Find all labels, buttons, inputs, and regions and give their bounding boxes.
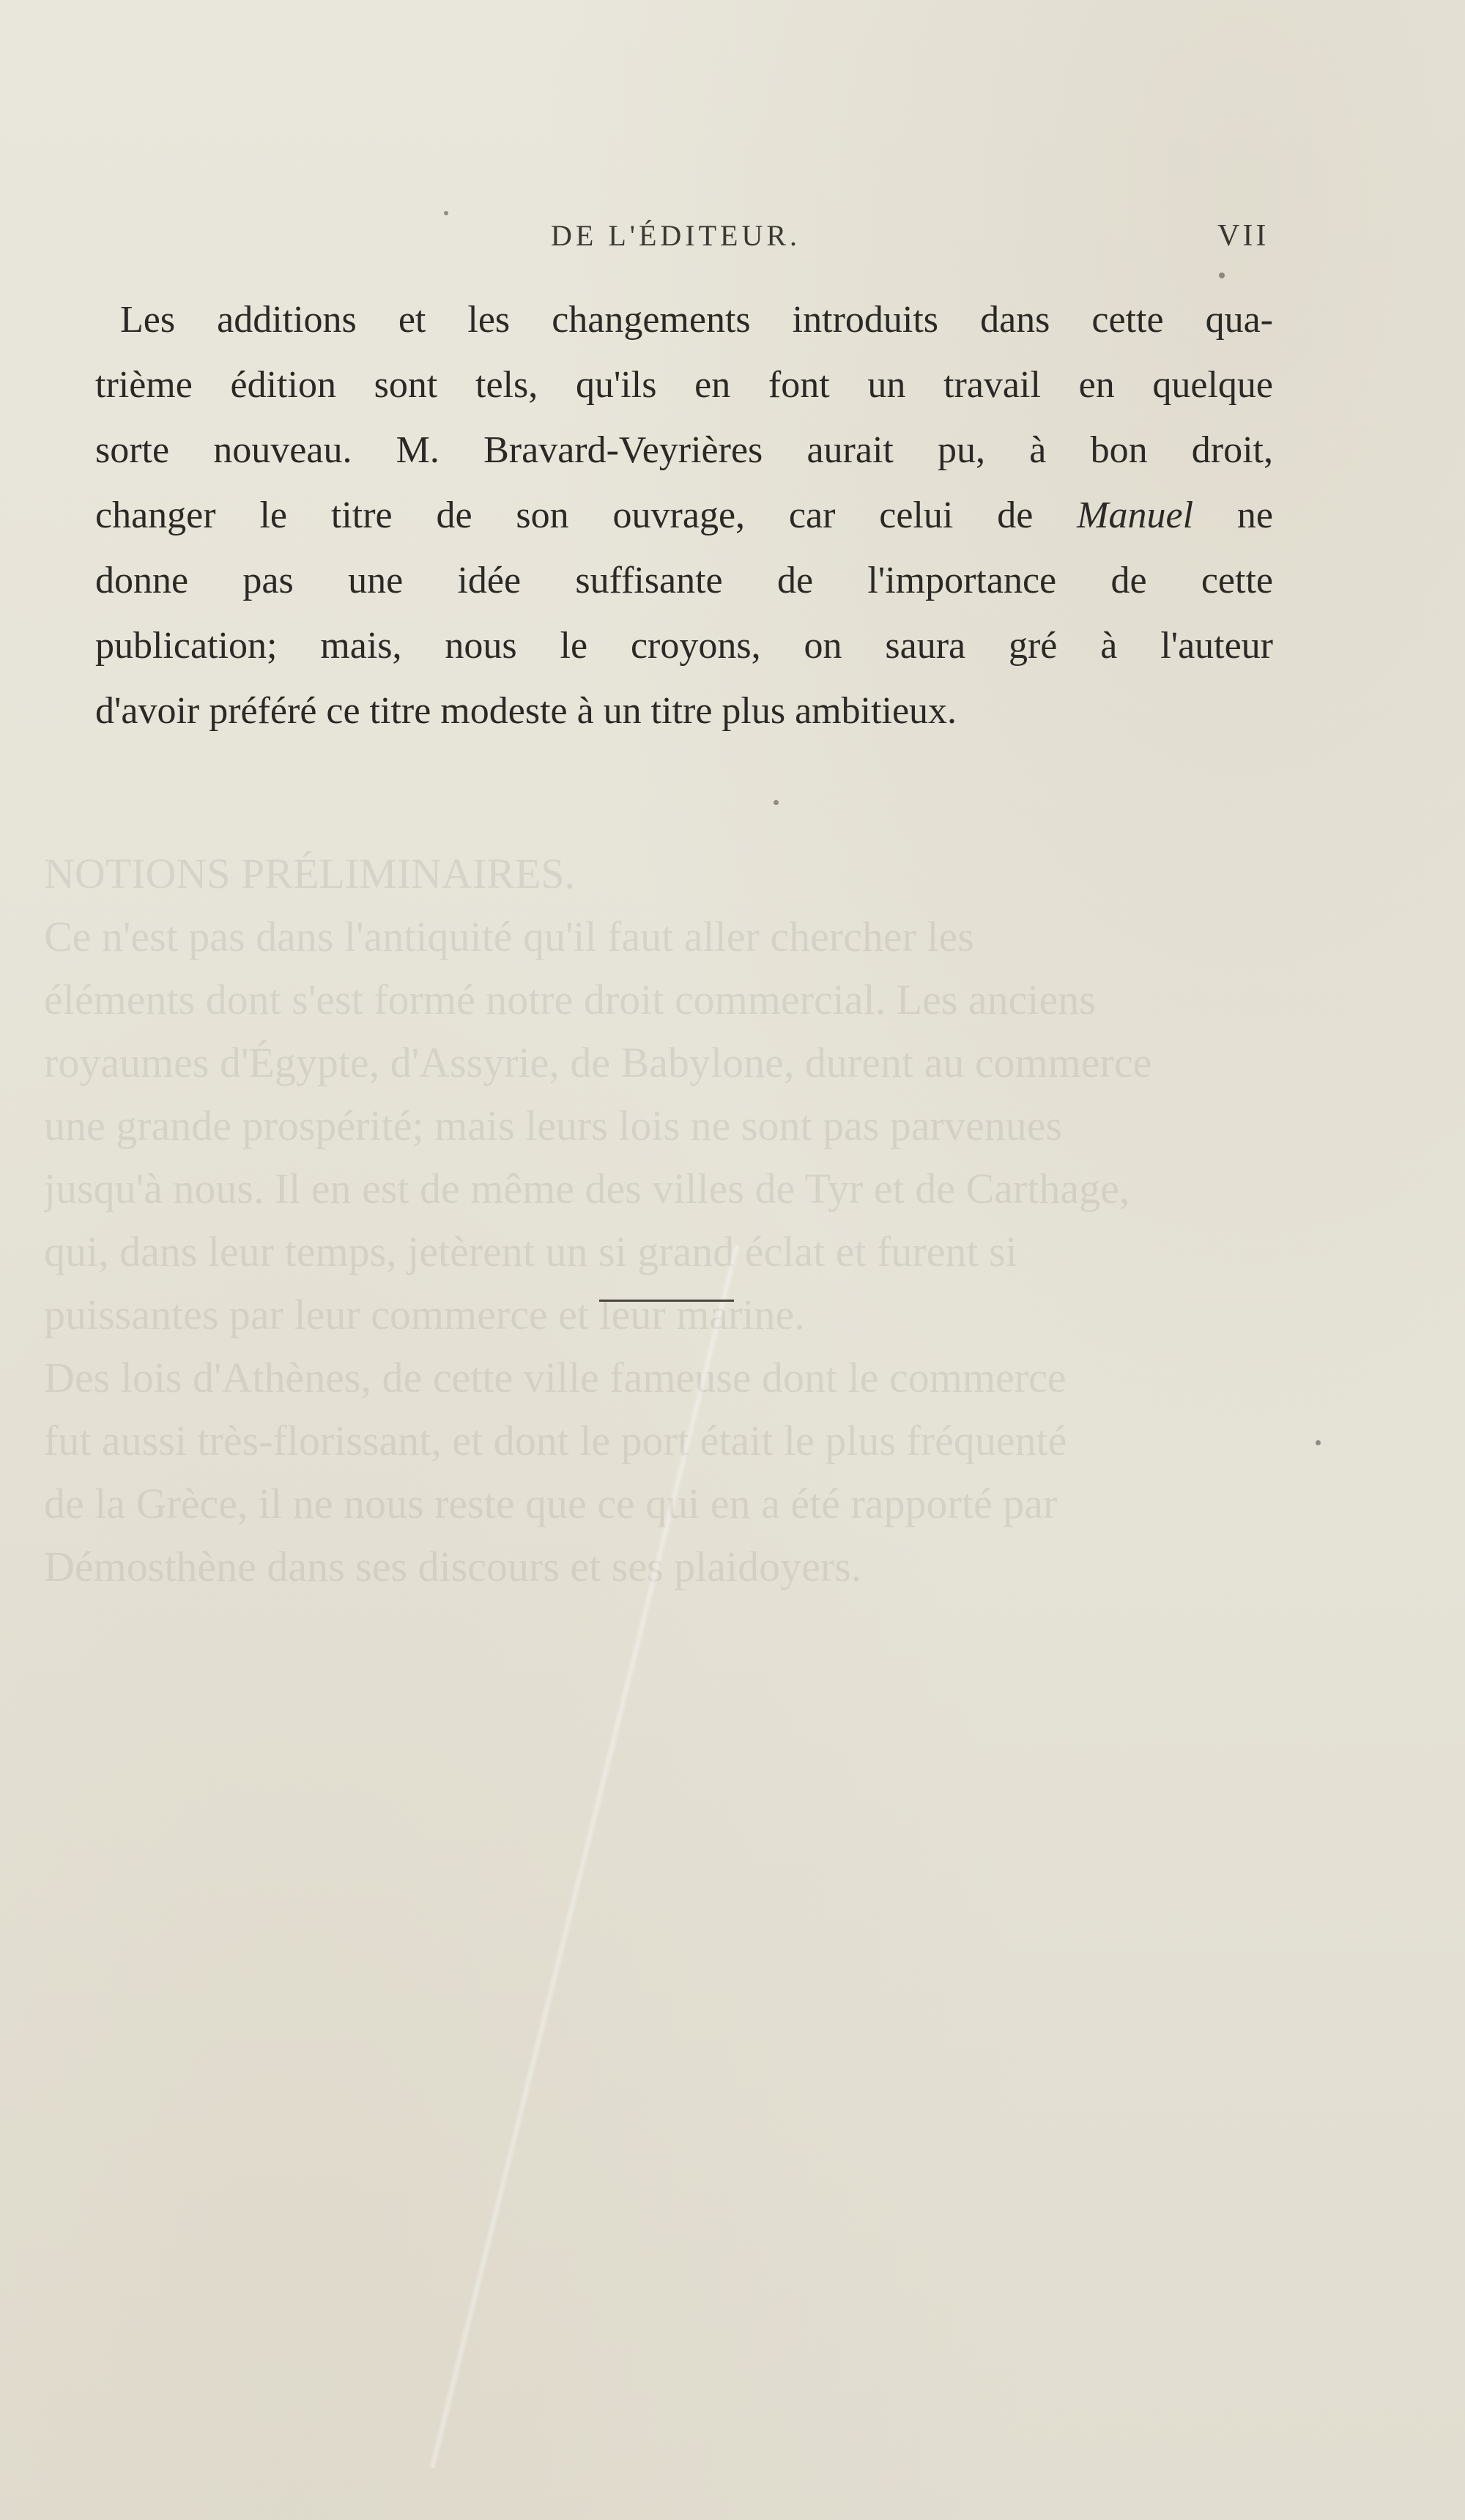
running-title: DE L'ÉDITEUR. [551, 219, 801, 252]
running-head [0, 212, 1465, 256]
editor-note-paragraph [95, 287, 1273, 744]
ink-speck [1219, 273, 1225, 278]
ink-speck [774, 800, 779, 805]
italic-title-manuel: Manuel [1077, 494, 1194, 536]
ink-speck [444, 211, 448, 215]
paper-crease [428, 1245, 741, 2469]
section-divider-rule [599, 1300, 734, 1302]
paragraph-line: Les additions et les changements introduits dans cette qua- [120, 299, 1273, 341]
paragraph-line: d'avoir préféré ce titre modeste à un titre plus ambitieux. [95, 690, 957, 732]
line-segment: ne [1193, 494, 1273, 536]
ink-speck [1316, 1440, 1321, 1445]
paragraph-line: sorte nouveau. M. Bravard-Veyrières aurait pu, à bon droit, [95, 429, 1273, 471]
line-segment: changer le titre de son ouvrage, car celui de [95, 494, 1078, 536]
paragraph-line: donne pas une idée suffisante de l'importance de cette [95, 560, 1273, 601]
paragraph-line [95, 483, 1273, 548]
bleed-through-background: NOTIONS PRÉLIMINAIRES. Ce n'est pas dans l'antiquité qu'il faut aller chercher les éléments dont s'est formé notre droit commercial. Les anciens royaumes d'Égypte, d'Assyrie, de Babylone, durent au commerce une grande prospérité; mais leurs lois ne sont pas parvenues jusqu'à nous. Il en est de même des villes de Tyr et de Carthage, qui, dans leur temps, jetèrent un si grand éclat et furent si puissantes par leur commerce et leur marine. Des lois d'Athènes, de cette ville fameuse dont le commerce fut aussi très-florissant, et dont le port était le plus fréquenté de la Grèce, il ne nous reste que ce qui en a été rapporté par Démosthène dans ses discours et ses plaidoyers. [44, 850, 1152, 1590]
paragraph-line: publication; mais, nous le croyons, on saura gré à l'auteur [95, 625, 1273, 667]
paragraph-line: trième édition sont tels, qu'ils en font un travail en quelque [95, 364, 1273, 406]
page-number: VII [1217, 219, 1269, 253]
